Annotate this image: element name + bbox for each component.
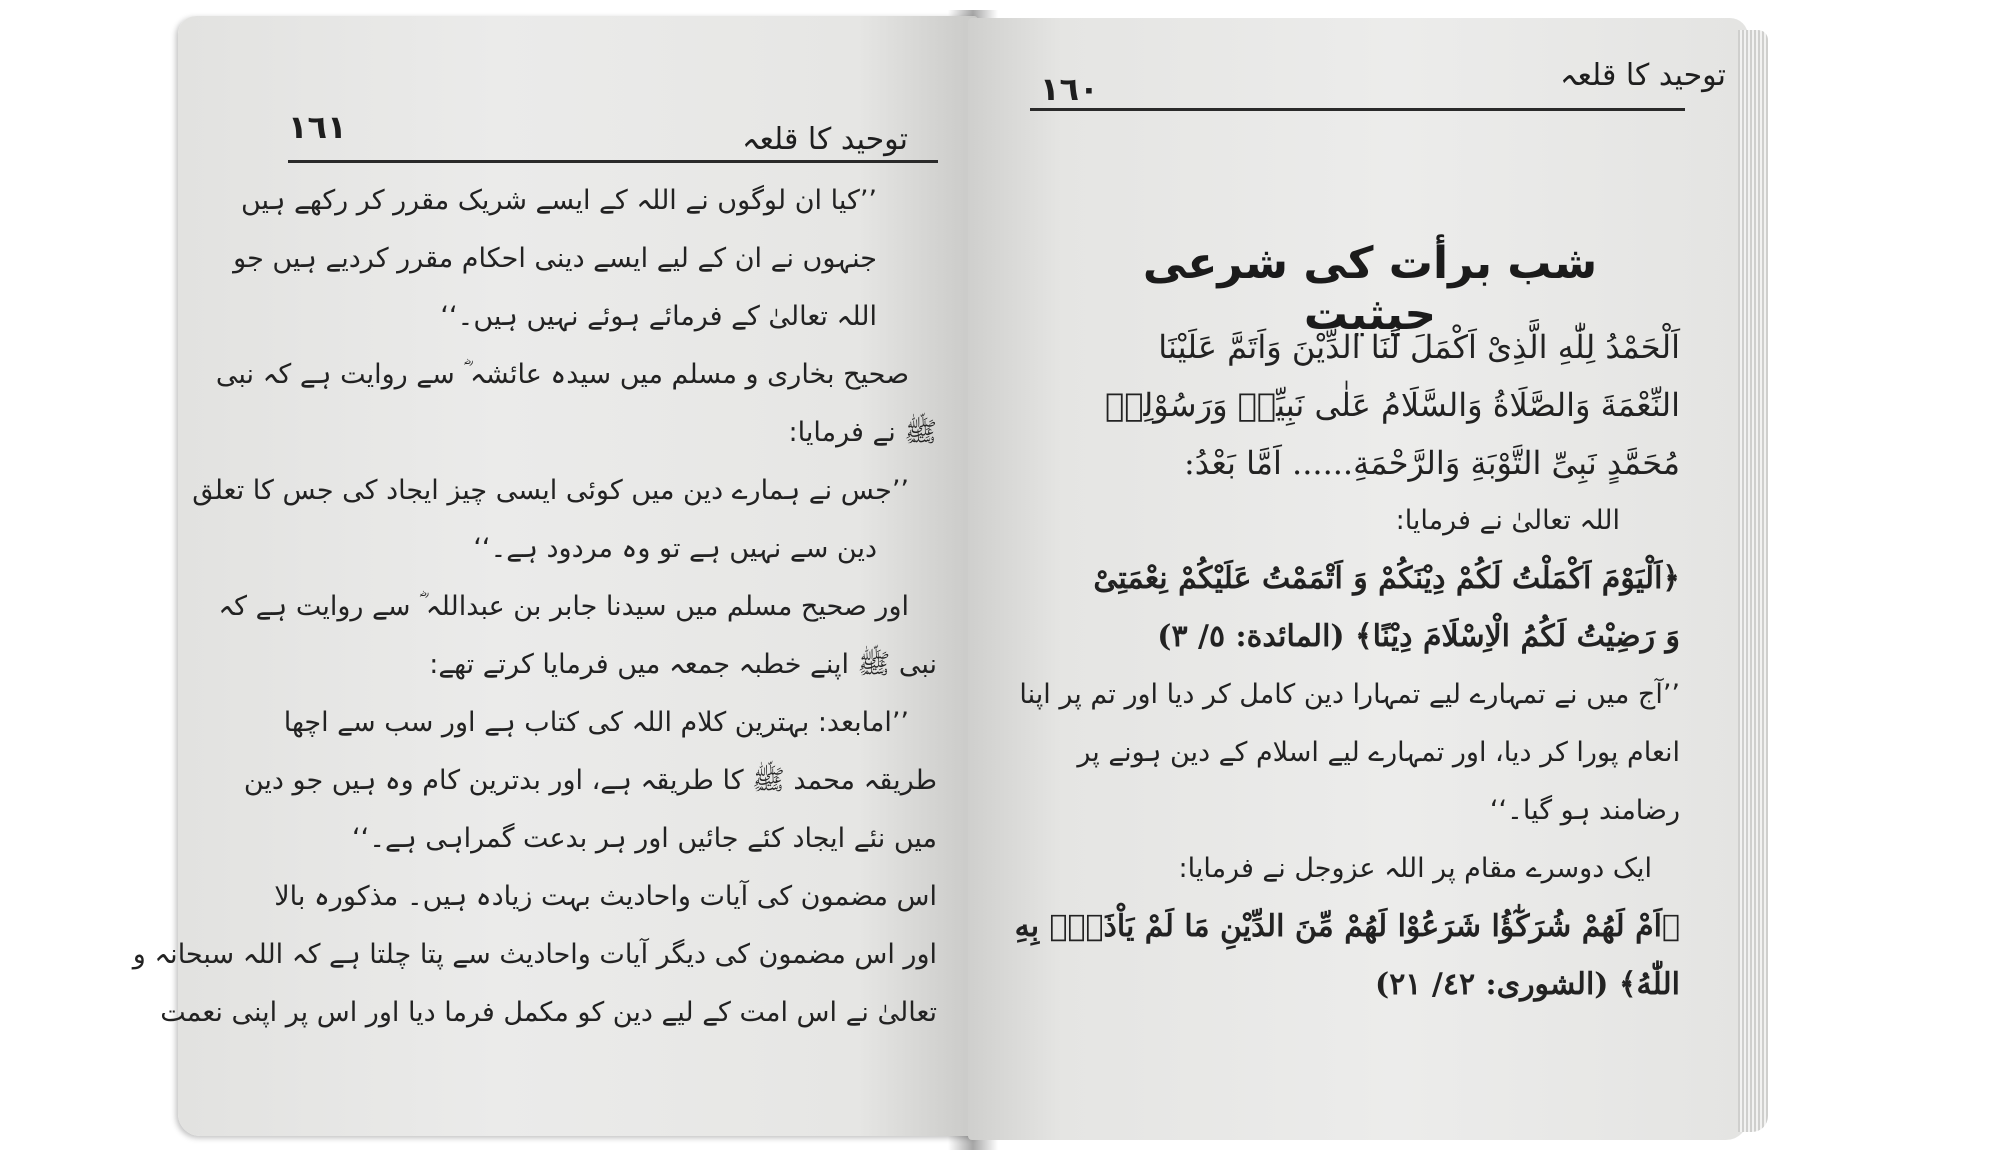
right-running-title: توحید کا قلعہ <box>1560 58 1727 93</box>
left-page-body <box>132 172 937 1042</box>
right-line-10: ایک دوسرے مقام پر اللہ عزوجل نے فرمایا: <box>1178 853 1652 884</box>
left-line-2: جنہوں نے ان کے لیے ایسے دینی احکام مقرر کردیے ہیں جو <box>233 243 877 274</box>
left-line-11: طریقہ محمد ﷺ کا طریقہ ہے، اور بدترین کام وہ ہیں جو دین <box>243 765 937 796</box>
left-line-14: اور اس مضمون کی دیگر آیات واحادیث سے پتا چلتا ہے کہ اللہ سبحانہ و <box>132 939 937 970</box>
right-line-1: اَلْحَمْدُ لِلّٰهِ الَّذِیْ اَکْمَلَ لَنَا الدِّیْنَ وَاَتَمَّ عَلَیْنَا <box>1158 328 1680 366</box>
right-line-8: انعام پورا کر دیا، اور تمہارے لیے اسلام کے دین ہونے پر <box>1077 737 1680 768</box>
right-line-2: النِّعْمَةَ وَالصَّلَاةُ وَالسَّلَامُ عَلٰی نَبِیِّهٖ وَرَسُوْلِهٖ <box>1105 386 1680 424</box>
left-line-13: اس مضمون کی آیات واحادیث بہت زیادہ ہیں۔ مذکورہ بالا <box>274 881 937 912</box>
page-edges <box>1738 30 1768 1132</box>
left-line-12: میں نئے ایجاد کئے جائیں اور ہر بدعت گمراہی ہے۔‘‘ <box>352 823 937 854</box>
right-line-11: ﴿اَمْ لَهُمْ شُرَكٰٓؤُا شَرَعُوْا لَهُمْ مِّنَ الدِّیْنِ مَا لَمْ یَاْذَنْۢ بِهِ <box>1014 909 1680 944</box>
right-line-9: رضامند ہو گیا۔‘‘ <box>1489 795 1680 826</box>
left-line-9: نبی ﷺ اپنے خطبہ جمعہ میں فرمایا کرتے تھے: <box>429 649 937 680</box>
left-page-number: ١٦١ <box>288 108 347 146</box>
right-page-body <box>1014 318 1680 1014</box>
left-line-10: ’’امابعد: بہترین کلام اللہ کی کتاب ہے اور سب سے اچھا <box>283 707 909 738</box>
right-page-number: ١٦٠ <box>1040 70 1099 108</box>
left-running-title: توحید کا قلعہ <box>742 122 909 157</box>
right-line-5: ﴿اَلْیَوْمَ اَكْمَلْتُ لَكُمْ دِیْنَكُمْ وَ اَتْمَمْتُ عَلَیْكُمْ نِعْمَتِیْ <box>1093 561 1680 596</box>
right-header-rule <box>1030 108 1685 111</box>
left-line-7: دین سے نہیں ہے تو وہ مردود ہے۔‘‘ <box>473 533 877 564</box>
left-header-rule <box>288 160 938 163</box>
right-line-6: وَ رَضِیْتُ لَكُمُ الْاِسْلَامَ دِیْنًا﴾ (المائدة: ٥/ ٣) <box>1157 619 1680 654</box>
chapter-title: شب برأت کی شرعی حیثیت <box>1142 238 1598 340</box>
left-line-6: ’’جس نے ہمارے دین میں کوئی ایسی چیز ایجاد کی جس کا تعلق <box>192 475 909 506</box>
left-line-3: اللہ تعالیٰ کے فرمائے ہوئے نہیں ہیں۔‘‘ <box>440 301 877 332</box>
left-line-4: صحیح بخاری و مسلم میں سیدہ عائشہ ؓ سے روایت ہے کہ نبی <box>215 359 909 390</box>
right-line-3: مُحَمَّدٍ نَبِیِّ التَّوْبَةِ وَالرَّحْمَةِ...... اَمَّا بَعْدُ: <box>1184 444 1680 482</box>
left-line-8: اور صحیح مسلم میں سیدنا جابر بن عبداللہ ؓ سے روایت ہے کہ <box>218 591 909 622</box>
right-line-7: ’’آج میں نے تمہارے لیے تمہارا دین کامل کر دیا اور تم پر اپنا <box>1019 679 1680 710</box>
left-line-5: ﷺ نے فرمایا: <box>788 417 937 448</box>
right-line-12: اللّٰهُ﴾ (الشوری: ٤٢/ ٢١) <box>1374 967 1680 1002</box>
left-line-15: تعالیٰ نے اس امت کے لیے دین کو مکمل فرما دیا اور اس پر اپنی نعمت <box>160 997 937 1028</box>
left-line-1: ’’کیا ان لوگوں نے اللہ کے ایسے شریک مقرر کر رکھے ہیں <box>240 185 877 216</box>
right-line-4: اللہ تعالیٰ نے فرمایا: <box>1395 505 1620 536</box>
